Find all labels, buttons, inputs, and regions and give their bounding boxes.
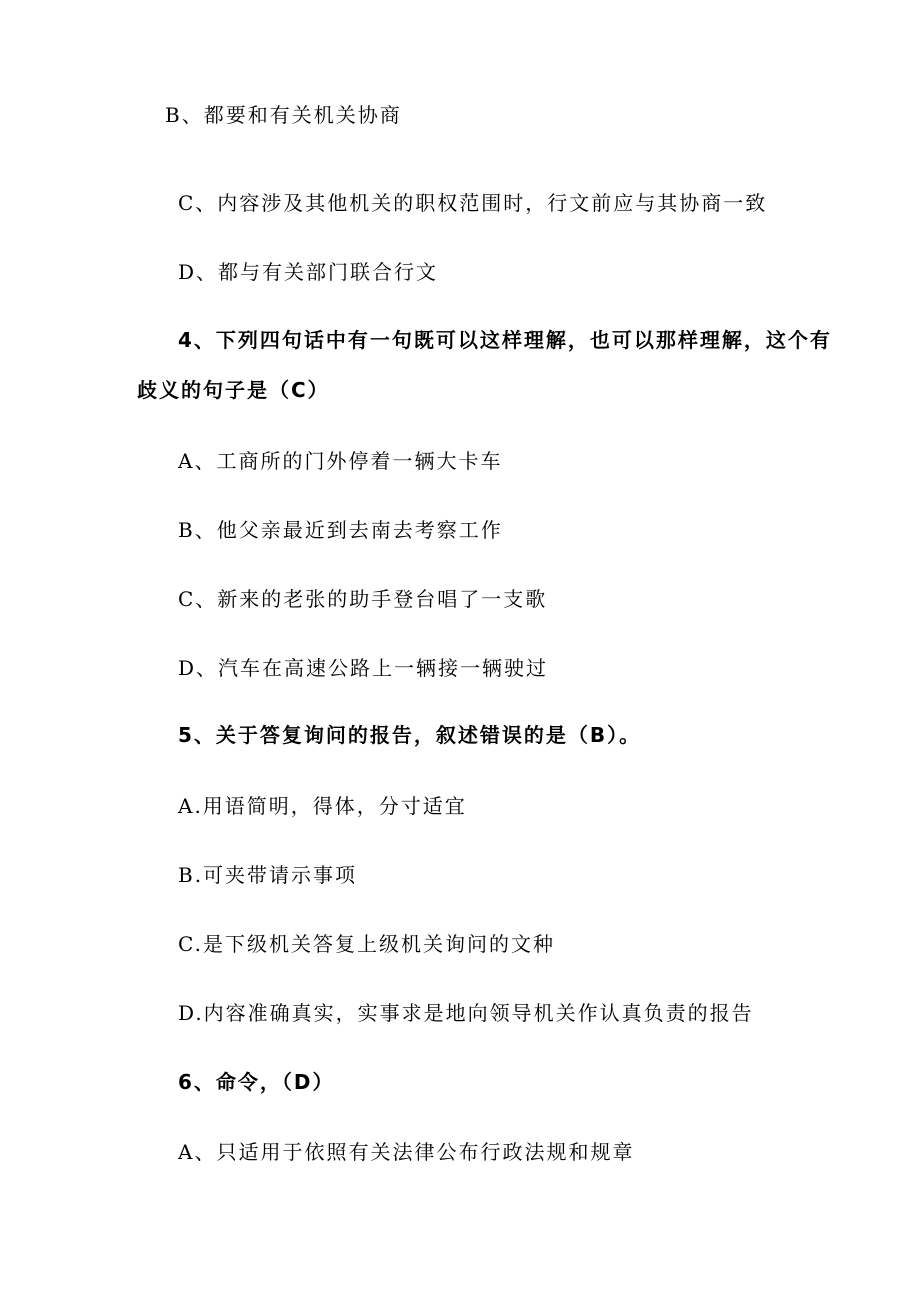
q3-option-b: B、都要和有关机关协商: [165, 103, 402, 127]
q4-option-a: A、工商所的门外停着一辆大卡车: [178, 449, 503, 473]
q4-option-c: C、新来的老张的助手登台唱了一支歌: [178, 587, 548, 611]
q5-title: 5、关于答复询问的报告，叙述错误的是（B）。: [178, 723, 642, 747]
q4-option-d: D、汽车在高速公路上一辆接一辆驶过: [178, 656, 549, 680]
q3-option-c: C、内容涉及其他机关的职权范围时，行文前应与其协商一致: [178, 191, 768, 215]
q5-option-a: A.用语简明，得体，分寸适宜: [178, 794, 467, 818]
q6-option-a: A、只适用于依照有关法律公布行政法规和规章: [178, 1140, 635, 1164]
q4-title-line1: 4、下列四句话中有一句既可以这样理解，也可以那样理解，这个有: [178, 328, 832, 352]
q4-title-line2: 歧义的句子是（C）: [137, 378, 330, 402]
q5-option-b: B.可夹带请示事项: [178, 863, 358, 887]
q6-title: 6、命令，（D）: [178, 1070, 335, 1094]
q5-option-d: D.内容准确真实，实事求是地向领导机关作认真负责的报告: [178, 1001, 754, 1025]
q4-option-b: B、他父亲最近到去南去考察工作: [178, 518, 503, 542]
q5-option-c: C.是下级机关答复上级机关询问的文种: [178, 932, 555, 956]
q3-option-d: D、都与有关部门联合行文: [178, 260, 439, 284]
